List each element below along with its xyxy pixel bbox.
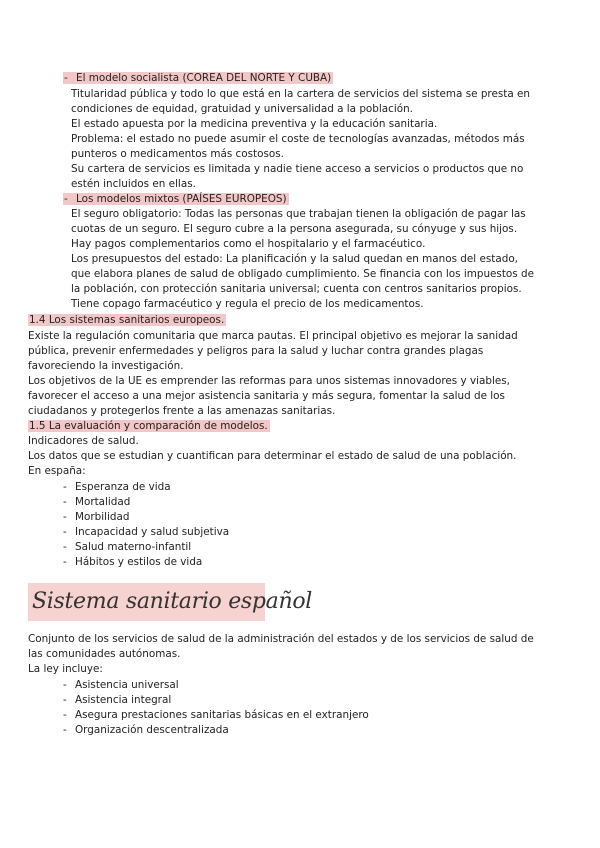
- list-item: - Salud materno-infantil: [63, 541, 192, 553]
- list-item: - Asistencia universal: [63, 679, 179, 691]
- paragraph-line: El seguro obligatorio: Todas las personas que trabajan tienen la obligación de pagar las: [71, 208, 526, 220]
- list-item: - Asegura prestaciones sanitarias básicas en el extranjero: [63, 709, 369, 721]
- mixtos-heading: - Los modelos mixtos (PAÍSES EUROPEOS): [64, 193, 287, 205]
- section-1-5-heading: 1.5 La evaluación y comparación de modelos.: [29, 420, 268, 432]
- paragraph-line: Titularidad pública y todo lo que está en la cartera de servicios del sistema se presta en: [71, 88, 530, 100]
- paragraph-line: punteros o medicamentos más costosos.: [71, 148, 284, 160]
- list-item: - Asistencia integral: [63, 694, 172, 706]
- paragraph-line: las comunidades autónomas.: [28, 648, 181, 660]
- list-item: - Organización descentralizada: [63, 724, 229, 736]
- paragraph-line: Los presupuestos del estado: La planificación y la salud quedan en manos del estado,: [71, 253, 518, 265]
- socialista-heading-row: [63, 71, 333, 86]
- paragraph-line: Los objetivos de la UE es emprender las reformas para unos sistemas innovadores y viables,: [28, 375, 510, 387]
- paragraph-line: pública, prevenir enfermedades y peligros para la salud y luchar contra grandes plagas: [28, 345, 484, 357]
- mixtos-heading-row: [63, 192, 289, 207]
- paragraph-line: cuotas de un seguro. El seguro cubre a la persona asegurada, su cónyuge y sus hijos.: [71, 223, 518, 235]
- paragraph-line: estén incluidos en ellas.: [71, 178, 196, 190]
- section-1-4-heading: 1.4 Los sistemas sanitarios europeos.: [29, 314, 225, 326]
- paragraph-line: Existe la regulación comunitaria que marca pautas. El principal objetivo es mejorar la sanidad: [28, 330, 518, 342]
- paragraph-line: Problema: el estado no puede asumir el coste de tecnologías avanzadas, métodos más: [71, 133, 525, 145]
- list-item: - Mortalidad: [63, 496, 131, 508]
- list-item: - Incapacidad y salud subjetiva: [63, 526, 230, 538]
- paragraph-line: Conjunto de los servicios de salud de la administración del estados y de los servicios de salud de: [28, 633, 534, 645]
- paragraph-line: Hay pagos complementarios como el hospitalario y el farmacéutico.: [71, 238, 426, 250]
- paragraph-line: que elabora planes de salud de obligado cumplimiento. Se financia con los impuestos de: [71, 268, 534, 280]
- paragraph-line: favorecer el acceso a una mejor asistencia sanitaria y más segura, fomentar la salud de los: [28, 390, 505, 402]
- paragraph-line: ciudadanos y protegerlos frente a las amenazas sanitarias.: [28, 405, 336, 417]
- paragraph-line: En españa:: [28, 465, 86, 477]
- paragraph-line: La ley incluye:: [28, 663, 103, 675]
- sistema-sanitario-title: Sistema sanitario español: [28, 583, 265, 621]
- list-item: - Esperanza de vida: [63, 481, 171, 493]
- paragraph-line: Tiene copago farmacéutico y regula el precio de los medicamentos.: [71, 298, 424, 310]
- section-1-5-heading-row: [28, 419, 270, 434]
- paragraph-line: Los datos que se estudian y cuantifican para determinar el estado de salud de una población.: [28, 450, 517, 462]
- paragraph-line: la población, con protección sanitaria universal; cuenta con centros sanitarios propios.: [71, 283, 522, 295]
- section-1-4-heading-row: [28, 313, 226, 328]
- paragraph-line: Su cartera de servicios es limitada y nadie tiene acceso a servicios o productos que no: [71, 163, 524, 175]
- list-item: - Morbilidad: [63, 511, 130, 523]
- paragraph-line: Indicadores de salud.: [28, 435, 139, 447]
- paragraph-line: El estado apuesta por la medicina preventiva y la educación sanitaria.: [71, 118, 438, 130]
- list-item: - Hábitos y estilos de vida: [63, 556, 203, 568]
- socialista-heading: - El modelo socialista (COREA DEL NORTE Y CUBA): [64, 72, 332, 84]
- paragraph-line: favoreciendo la investigación.: [28, 360, 184, 372]
- paragraph-line: condiciones de equidad, gratuidad y universalidad a la población.: [71, 103, 413, 115]
